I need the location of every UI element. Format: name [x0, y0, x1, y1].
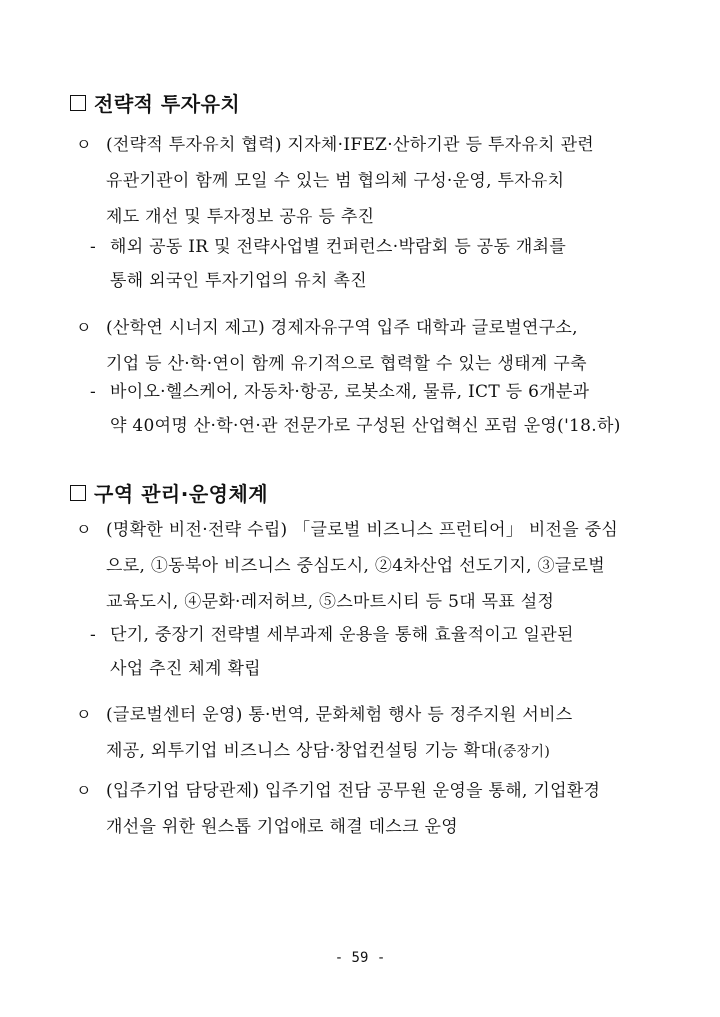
text-line: (명확한 비전·전략 수립) 「글로벌 비즈니스 프런티어」 비전을 중심 [106, 520, 619, 540]
text-line: (전략적 투자유치 협력) 지자체·IFEZ·산하기관 등 투자유치 관련 [106, 135, 595, 155]
text-line: 교육도시, ④문화·레저허브, ⑤스마트시티 등 5대 목표 설정 [106, 592, 555, 612]
text-segment: 제공, 외투기업 비즈니스 상담·창업컨설팅 기능 확대 [106, 741, 498, 761]
text-line: 개선을 위한 원스톱 기업애로 해결 데스크 운영 [106, 817, 458, 837]
dash-mark: - [90, 625, 97, 645]
text-line: (산학연 시너지 제고) 경제자유구역 입주 대학과 글로벌연구소, [106, 318, 578, 338]
text-line: 해외 공동 IR 및 전략사업별 컨퍼런스·박람회 등 공동 개최를 [110, 237, 567, 257]
bullet-item [76, 773, 656, 845]
section-title: 구역 관리·운영체계 [94, 482, 269, 506]
text-segment-small: (중장기) [497, 744, 551, 760]
text-line: (글로벌센터 운영) 통·번역, 문화체험 행사 등 정주지원 서비스 [106, 705, 573, 725]
text-line: 제도 개선 및 투자정보 공유 등 추진 [106, 207, 375, 227]
text-line: 통해 외국인 투자기업의 유치 촉진 [110, 271, 367, 291]
text-line: 기업 등 산·학·연이 함께 유기적으로 협력할 수 있는 생태계 구축 [106, 354, 587, 374]
bullet-item [76, 697, 656, 770]
sub-item [90, 230, 656, 298]
section-title: 전략적 투자유치 [94, 92, 241, 116]
page-number: - 59 - [334, 950, 386, 966]
dash-mark: - [90, 237, 97, 257]
bullet-item [76, 512, 656, 620]
text-line: 사업 추진 체계 확립 [110, 659, 261, 679]
text-line [76, 733, 656, 770]
bullet-mark: ㅇ [76, 705, 92, 724]
checkbox-icon [70, 95, 86, 111]
text-line: 으로, ①동북아 비즈니스 중심도시, ②4차산업 선도기지, ③글로벌 [106, 556, 605, 576]
bullet-mark: ㅇ [76, 781, 92, 800]
text-line: (입주기업 담당관제) 입주기업 전담 공무원 운영을 통해, 기업환경 [106, 781, 601, 801]
checkbox-icon [70, 485, 86, 501]
sub-item [90, 375, 656, 443]
bullet-item [76, 310, 656, 382]
sub-item [90, 618, 656, 686]
dash-mark: - [90, 382, 97, 402]
section-heading [70, 88, 240, 117]
text-line: 바이오·헬스케어, 자동차·항공, 로봇소재, 물류, ICT 등 6개분과 [110, 382, 590, 402]
bullet-mark: ㅇ [76, 318, 92, 337]
bullet-item [76, 127, 656, 235]
text-line: 단기, 중장기 전략별 세부과제 운용을 통해 효율적이고 일관된 [110, 625, 574, 645]
bullet-mark: ㅇ [76, 520, 92, 539]
bullet-mark: ㅇ [76, 135, 92, 154]
text-line: 약 40여명 산·학·연·관 전문가로 구성된 산업혁신 포럼 운영('18.하) [110, 416, 621, 436]
text-line: 유관기관이 함께 모일 수 있는 범 협의체 구성·운영, 투자유치 [106, 171, 565, 191]
section-heading [70, 478, 268, 507]
